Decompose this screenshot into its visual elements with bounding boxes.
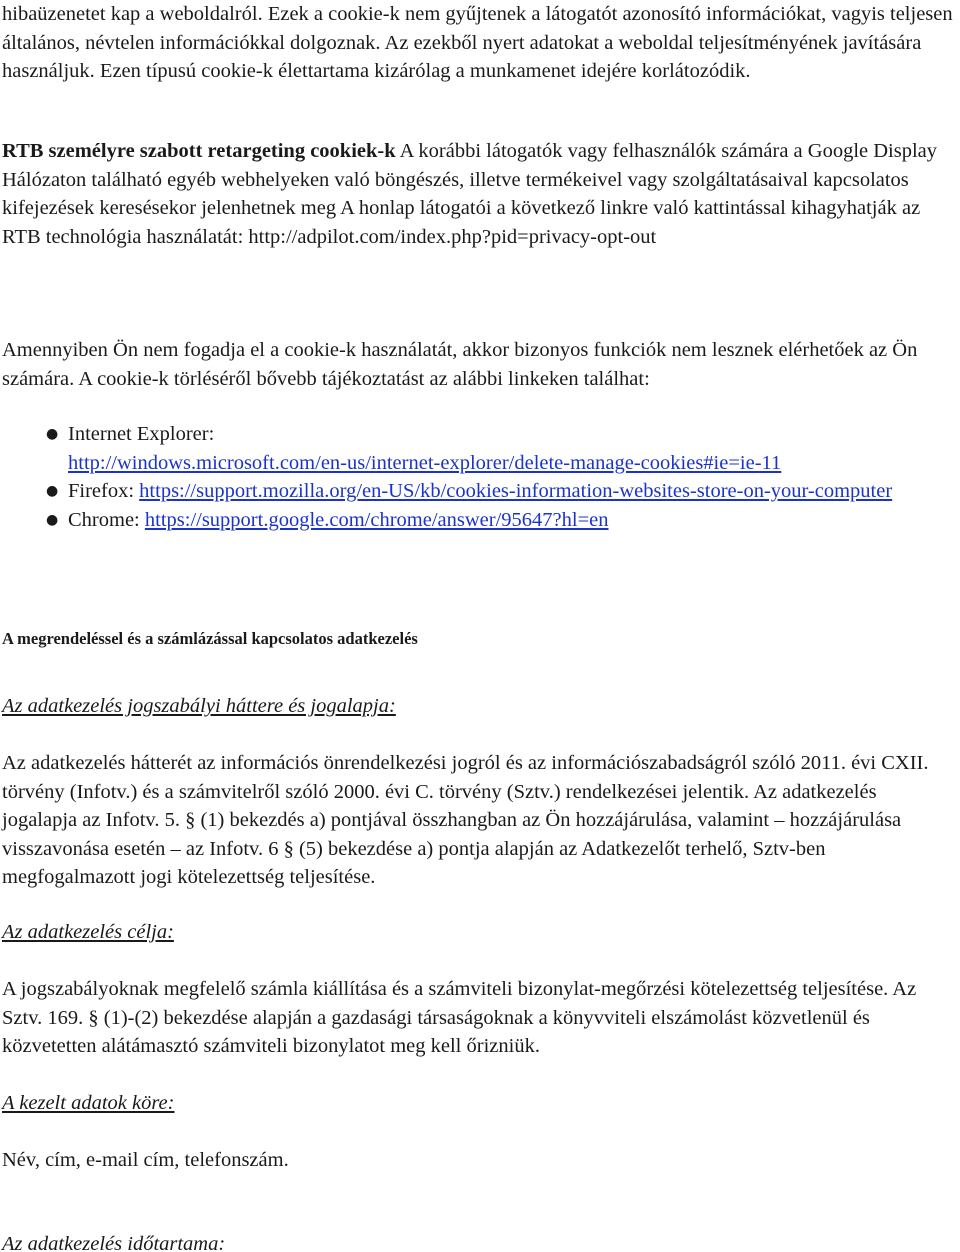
purpose-heading: Az adatkezelés célja: (2, 921, 174, 943)
rtb-text: A korábbi látogatók vagy felhasználók számára a Google Display Hálózaton található egyéb webhelyeken való böngészés, illetve termékeivel vagy szolgáltatásaival kapcsolatos kifejezések keresésekor jelenhetnek meg A honlap látogatói a következő linkre való kattintással kihagyhatják az RTB technológia használatát: http://adpilot.com/index.php?pid=privacy-opt-out (2, 140, 938, 248)
link-label: Internet Explorer: (68, 423, 215, 445)
list-item (2, 477, 956, 506)
bullet-icon: ● (46, 483, 59, 500)
decline-paragraph: Amennyiben Ön nem fogadja el a cookie-k használatát, akkor bizonyos funkciók nem lesznek elérhetőek az Ön számára. A cookie-k törléséről bővebb tájékoztatást az alábbi linkeken találhat: (2, 339, 918, 390)
list-item (2, 420, 956, 477)
section-title: A megrendeléssel és a számlázással kapcsolatos adatkezelés (2, 629, 418, 648)
legal-heading: Az adatkezelés jogszabályi háttere és jogalapja: (2, 695, 396, 717)
rtb-paragraph (2, 137, 956, 251)
rtb-title: RTB személyre szabott retargeting cookiek-k (2, 140, 396, 162)
duration-heading: Az adatkezelés időtartama: (2, 1233, 226, 1252)
legal-paragraph: Az adatkezelés hátterét az információs önrendelkezési jogról és az információszabadságról szóló 2011. évi CXII. törvény (Infotv.) és a számvitelről szóló 2000. évi C. törvény (Sztv.) rendelkezései jelentik. Az adatkezelés jogalapja az Infotv. 5. § (1) bekezdés a) pontjával összhangban az Ön hozzájárulása, valamint – hozzájárulása visszavonása esetén – az Infotv. 6 § (5) bekezdése a) pontja alapján az Adatkezelőt terhelő, Sztv-ben megfogalmazott jogi kötelezettség teljesítése. (2, 752, 929, 889)
bullet-icon: ● (46, 511, 59, 528)
link-label: Chrome: (68, 508, 140, 531)
chrome-link[interactable]: https://support.google.com/chrome/answer/95647?hl=en (144, 508, 609, 531)
intro-paragraph: hibaüzenetet kap a weboldalról. Ezek a cookie-k nem gyűjtenek a látogatót azonosító információkat, vagyis teljesen általános, névtelen információkkal dolgoznak. Az ezekből nyert adatokat a weboldal teljesítményének javítására használjuk. Ezen típusú cookie-k élettartama kizárólag a munkamenet idejére korlátozódik. (2, 3, 953, 83)
bullet-icon: ● (46, 426, 59, 442)
firefox-link[interactable]: https://support.mozilla.org/en-US/kb/cookies-information-websites-store-on-your-computer (139, 480, 893, 503)
data-scope-heading: A kezelt adatok köre: (2, 1092, 175, 1114)
internet-explorer-link[interactable]: http://windows.microsoft.com/en-us/internet-explorer/delete-manage-cookies#ie=ie-11 (68, 451, 782, 474)
link-label: Firefox: (68, 480, 135, 503)
purpose-paragraph: A jogszabályoknak megfelelő számla kiállítása és a számviteli bizonylat-megőrzési kötelezettség teljesítése. Az Sztv. 169. § (1)-(2) bekezdése alapján a gazdasági társaságoknak a könyvviteli elszámolást közvetlenül és közvetetten alátámasztó számviteli bizonylatot meg kell őrizniük. (2, 978, 917, 1058)
list-item (2, 506, 956, 535)
cookie-links-list (2, 420, 956, 534)
data-scope-paragraph: Név, cím, e-mail cím, telefonszám. (2, 1149, 289, 1171)
